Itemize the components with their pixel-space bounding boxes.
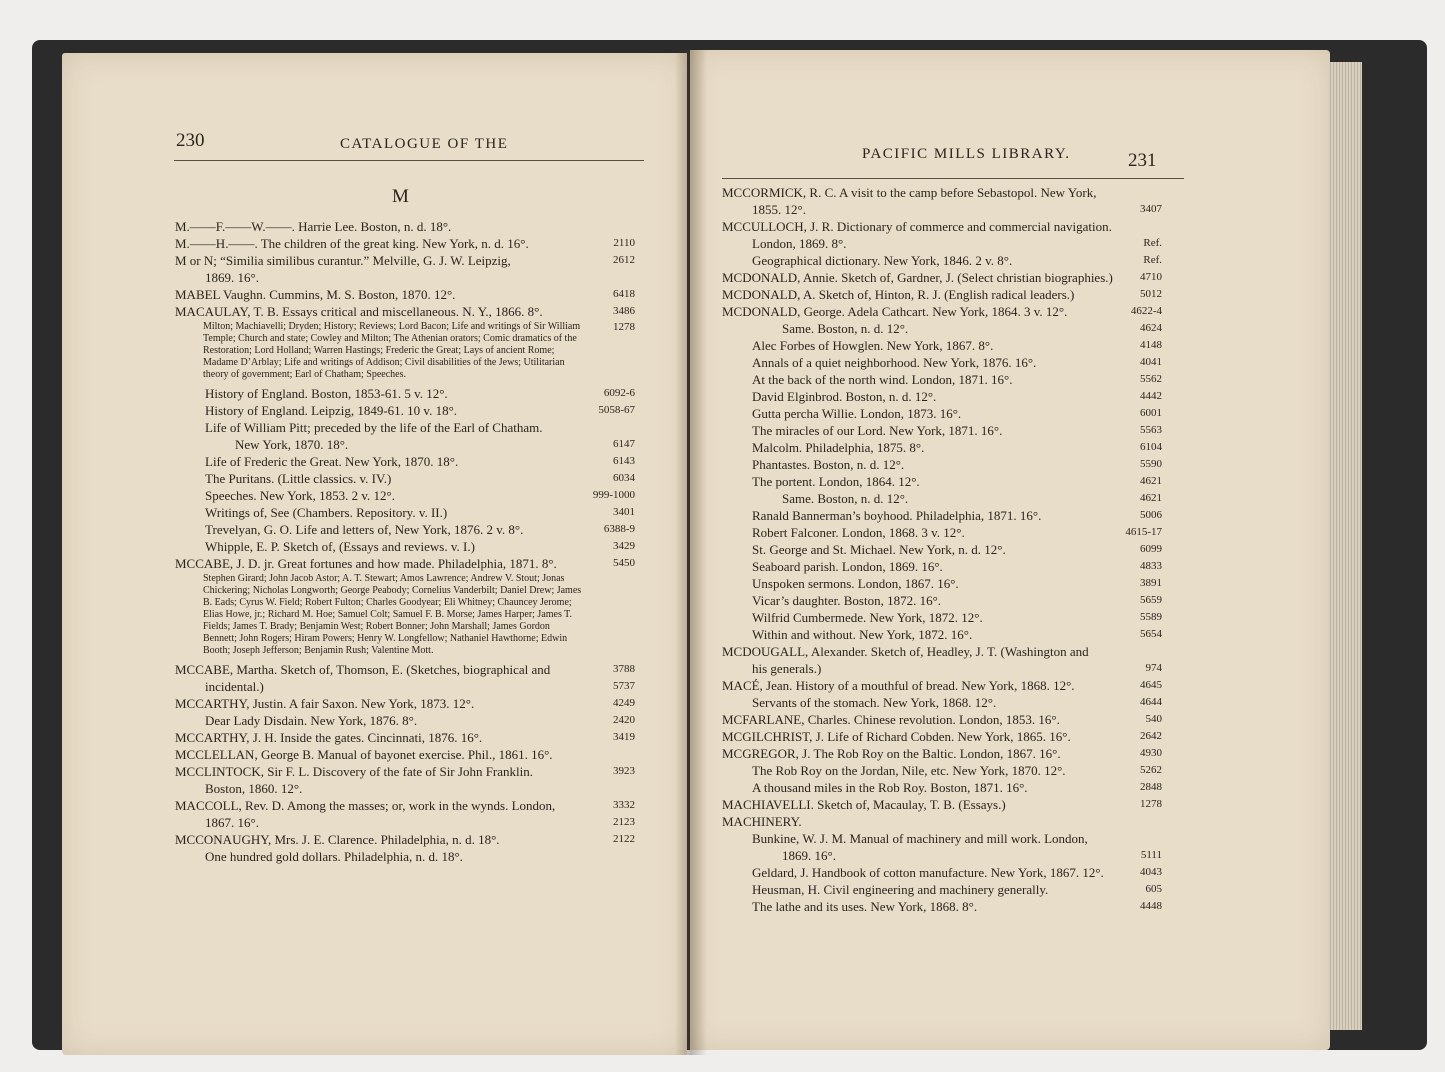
entry-call-number: 5006 (1140, 509, 1162, 521)
catalogue-entry (175, 487, 635, 504)
catalogue-entry (175, 252, 635, 269)
entry-call-number: 5012 (1140, 288, 1162, 300)
entry-call-number: 6418 (613, 288, 635, 300)
catalogue-entry (722, 286, 1162, 303)
entry-call-number: 4041 (1140, 356, 1162, 368)
entry-text: MCCARTHY, Justin. A fair Saxon. New York, 1873. 12°. (175, 696, 475, 711)
entry-text: Gutta percha Willie. London, 1873. 16°. (752, 406, 962, 421)
entry-text: Dear Lady Disdain. New York, 1876. 8°. (205, 713, 418, 728)
entry-call-number: 3332 (613, 799, 635, 811)
entry-text: 1867. 16°. (205, 815, 259, 830)
entry-call-number: 3429 (613, 540, 635, 552)
catalogue-entry (175, 555, 635, 572)
entry-text: The Puritans. (Little classics. v. IV.) (205, 471, 392, 486)
catalogue-entry (175, 746, 635, 763)
entry-text: Life of Frederic the Great. New York, 1870. 18°. (205, 454, 459, 469)
entry-call-number: 2642 (1140, 730, 1162, 742)
entry-text: MACAULAY, T. B. Essays critical and miscellaneous. N. Y., 1866. 8°. (175, 304, 543, 319)
catalogue-entry (175, 780, 635, 797)
catalogue-entry (722, 881, 1162, 898)
entry-text: MCDONALD, George. Adela Cathcart. New York, 1864. 3 v. 12°. (722, 304, 1068, 319)
entry-text: The miracles of our Lord. New York, 1871. 16°. (752, 423, 1003, 438)
entry-text: Speeches. New York, 1853. 2 v. 12°. (205, 488, 395, 503)
catalogue-entry (722, 898, 1162, 915)
entry-call-number: 3923 (613, 765, 635, 777)
entry-text: London, 1869. 8°. (752, 236, 847, 251)
catalogue-entry (175, 419, 635, 436)
catalogue-entry (722, 847, 1162, 864)
entry-text: MCCLELLAN, George B. Manual of bayonet exercise. Phil., 1861. 16°. (175, 747, 553, 762)
entry-text: MCCLINTOCK, Sir F. L. Discovery of the fate of Sir John Franklin. (175, 764, 533, 779)
entry-call-number: 5262 (1140, 764, 1162, 776)
right-entry-list (722, 184, 1162, 915)
entry-call-number: 5589 (1140, 611, 1162, 623)
entry-call-number: 1278 (613, 321, 635, 333)
entry-call-number: 4833 (1140, 560, 1162, 572)
entry-text: MCCABE, J. D. jr. Great fortunes and how made. Philadelphia, 1871. 8°. (175, 556, 557, 571)
right-page-number: 231 (1128, 150, 1157, 171)
catalogue-entry (175, 436, 635, 453)
catalogue-entry (722, 354, 1162, 371)
page-edges (1328, 62, 1362, 1030)
catalogue-entry (722, 830, 1162, 847)
entry-call-number: 4148 (1140, 339, 1162, 351)
entry-text: Phantastes. Boston, n. d. 12°. (752, 457, 905, 472)
entry-text: Same. Boston, n. d. 12°. (782, 321, 909, 336)
entry-text: Servants of the stomach. New York, 1868. 12°. (752, 695, 997, 710)
catalogue-entry (175, 538, 635, 555)
entry-text: Alec Forbes of Howglen. New York, 1867. 8°. (752, 338, 994, 353)
catalogue-entry (722, 864, 1162, 881)
catalogue-entry (722, 558, 1162, 575)
catalogue-entry (175, 402, 635, 419)
entry-text: Geographical dictionary. New York, 1846. 2 v. 8°. (752, 253, 1013, 268)
catalogue-entry (722, 541, 1162, 558)
entry-call-number: 999-1000 (592, 489, 635, 501)
entry-call-number: Ref. (1143, 254, 1162, 266)
section-letter: M (392, 186, 409, 207)
catalogue-entry (722, 507, 1162, 524)
catalogue-entry (722, 609, 1162, 626)
entry-call-number: 5111 (1140, 849, 1162, 861)
catalogue-entry (175, 521, 635, 538)
entry-call-number: 4622-4 (1130, 305, 1162, 317)
entry-text: MCCONAUGHY, Mrs. J. E. Clarence. Philadelphia, n. d. 18°. (175, 832, 500, 847)
entry-call-number: 5450 (613, 557, 635, 569)
entry-call-number: 6388-9 (603, 523, 635, 535)
entry-call-number: Ref. (1143, 237, 1162, 249)
entry-call-number: 4448 (1140, 900, 1162, 912)
catalogue-entry (175, 504, 635, 521)
entry-text: 1869. 16°. (205, 270, 259, 285)
entry-call-number: 3401 (613, 506, 635, 518)
catalogue-entry (175, 321, 635, 381)
catalogue-entry (175, 814, 635, 831)
catalogue-entry (175, 712, 635, 729)
entry-text: Bunkine, W. J. M. Manual of machinery and mill work. London, (752, 831, 1088, 846)
catalogue-entry (722, 694, 1162, 711)
entry-call-number: 2123 (613, 816, 635, 828)
entry-call-number: 5058-67 (598, 404, 635, 416)
entry-call-number: 4249 (613, 697, 635, 709)
entry-text: The lathe and its uses. New York, 1868. 8°. (752, 899, 978, 914)
catalogue-entry (722, 592, 1162, 609)
entry-text: MCDONALD, A. Sketch of, Hinton, R. J. (English radical leaders.) (722, 287, 1075, 302)
catalogue-entry (722, 779, 1162, 796)
entry-text: MCDONALD, Annie. Sketch of, Gardner, J. (Select christian biographies.) (722, 270, 1113, 285)
entry-text: Malcolm. Philadelphia, 1875. 8°. (752, 440, 925, 455)
right-running-head: PACIFIC MILLS LIBRARY. (862, 146, 1071, 162)
entry-text: Ranald Bannerman’s boyhood. Philadelphia, 1871. 16°. (752, 508, 1042, 523)
entry-text: Same. Boston, n. d. 12°. (782, 491, 909, 506)
entry-call-number: 3486 (613, 305, 635, 317)
entry-text: MABEL Vaughn. Cummins, M. S. Boston, 1870. 12°. (175, 287, 456, 302)
catalogue-entry (722, 235, 1162, 252)
entry-text: A thousand miles in the Rob Roy. Boston, 1871. 16°. (752, 780, 1028, 795)
entry-call-number: 5737 (613, 680, 635, 692)
catalogue-entry (175, 453, 635, 470)
entry-text: MCCABE, Martha. Sketch of, Thomson, E. (Sketches, biographical and (175, 662, 551, 677)
entry-text: MACCOLL, Rev. D. Among the masses; or, work in the wynds. London, (175, 798, 556, 813)
entry-text: MACHIAVELLI. Sketch of, Macaulay, T. B. (Essays.) (722, 797, 1006, 812)
entry-call-number: 6092-6 (603, 387, 635, 399)
entry-call-number: 4442 (1140, 390, 1162, 402)
catalogue-entry (722, 456, 1162, 473)
catalogue-entry (722, 575, 1162, 592)
catalogue-entry (722, 218, 1162, 235)
entry-call-number: 6034 (613, 472, 635, 484)
catalogue-entry (722, 490, 1162, 507)
entry-text: History of England. Leipzig, 1849-61. 10 v. 18°. (205, 403, 458, 418)
entry-text: Vicar’s daughter. Boston, 1872. 16°. (752, 593, 942, 608)
catalogue-entry (722, 371, 1162, 388)
catalogue-entry (722, 626, 1162, 643)
entry-call-number: 5590 (1140, 458, 1162, 470)
catalogue-entry (722, 796, 1162, 813)
left-page-number: 230 (176, 130, 205, 151)
entry-call-number: 4621 (1140, 475, 1162, 487)
catalogue-entry (175, 729, 635, 746)
catalogue-entry (175, 303, 635, 320)
entry-call-number: 4930 (1140, 747, 1162, 759)
catalogue-entry (722, 184, 1162, 201)
entry-text: MCCULLOCH, J. R. Dictionary of commerce and commercial navigation. (722, 219, 1112, 234)
entry-text: Annals of a quiet neighborhood. New York, 1876. 16°. (752, 355, 1037, 370)
entry-text: MCFARLANE, Charles. Chinese revolution. London, 1853. 16°. (722, 712, 1060, 727)
entry-text: his generals.) (752, 661, 822, 676)
entry-text: Trevelyan, G. O. Life and letters of, New York, 1876. 2 v. 8°. (205, 522, 524, 537)
entry-call-number: 4615-17 (1125, 526, 1162, 538)
entry-text: MCDOUGALL, Alexander. Sketch of, Headley, J. T. (Washington and (722, 644, 1089, 659)
catalogue-entry (722, 813, 1162, 830)
entry-call-number: 3419 (613, 731, 635, 743)
catalogue-entry (175, 678, 635, 695)
entry-text: MCCARTHY, J. H. Inside the gates. Cincinnati, 1876. 16°. (175, 730, 483, 745)
entry-call-number: 5654 (1140, 628, 1162, 640)
entry-text: MACHINERY. (722, 814, 802, 829)
entry-text: 1855. 12°. (752, 202, 806, 217)
entry-call-number: 4043 (1140, 866, 1162, 878)
catalogue-entry (722, 320, 1162, 337)
catalogue-entry (722, 388, 1162, 405)
catalogue-entry (175, 269, 635, 286)
catalogue-entry (722, 745, 1162, 762)
entry-text: Within and without. New York, 1872. 16°. (752, 627, 973, 642)
entry-call-number: 5563 (1140, 424, 1162, 436)
entry-text: M.——H.——. The children of the great king. New York, n. d. 16°. (175, 236, 529, 251)
entry-call-number: 6001 (1140, 407, 1162, 419)
entry-call-number: 5659 (1140, 594, 1162, 606)
entry-text: Stephen Girard; John Jacob Astor; A. T. Stewart; Amos Lawrence; Andrew V. Stout; Jonas Chickering; Nicholas Longworth; George Peabody; Cornelius Vanderbilt; Daniel Drew; James B. Eads; Cyrus W. Field; Robert Fulton; Charles Goodyear; Eli Whitney; Chauncey Jerome; Elias Howe, jr.; Richard M. Hoe; Samuel Colt; Samuel F. B. Morse; James Harper; James T. Fields; James T. Brady; Benjamin West; Robert Bonner; John Marshall; James Gordon Bennett; John Rogers; Hiram Powers; Henry W. Longfellow; Nathaniel Hawthorne; Edwin Booth; Joseph Jefferson; Benjamin Rush; Valentine Mott. (203, 573, 582, 656)
entry-call-number: 605 (1145, 883, 1162, 895)
catalogue-entry (175, 763, 635, 780)
entry-text: MCCORMICK, R. C. A visit to the camp before Sebastopol. New York, (722, 185, 1097, 200)
entry-call-number: 974 (1145, 662, 1162, 674)
entry-text: M or N; “Similia similibus curantur.” Melville, G. J. W. Leipzig, (175, 253, 511, 268)
entry-call-number: 2612 (613, 254, 635, 266)
entry-text: At the back of the north wind. London, 1871. 16°. (752, 372, 1013, 387)
entry-call-number: 6104 (1140, 441, 1162, 453)
entry-text: Geldard, J. Handbook of cotton manufacture. New York, 1867. 12°. (752, 865, 1104, 880)
entry-text: New York, 1870. 18°. (235, 437, 349, 452)
entry-text: Milton; Machiavelli; Dryden; History; Reviews; Lord Bacon; Life and writings of Sir William Temple; Church and state; Cowley and Milton; The Athenian orators; Comic dramatics of the Restoration; Lord Holland; Warren Hastings; Frederic the Great; Lays of ancient Rome; Madame D’Arblay; Life and writings of Addison; Civil disabilities of the Jews; Utilitarian theory of government; Earl of Chatham; Speeches. (203, 321, 581, 380)
entry-call-number: 1278 (1140, 798, 1162, 810)
entry-call-number: 4645 (1140, 679, 1162, 691)
entry-text: St. George and St. Michael. New York, n. d. 12°. (752, 542, 1006, 557)
left-header-rule (174, 160, 644, 161)
entry-text: MCGREGOR, J. The Rob Roy on the Baltic. London, 1867. 16°. (722, 746, 1061, 761)
catalogue-entry (722, 422, 1162, 439)
catalogue-entry (175, 661, 635, 678)
entry-call-number: 2848 (1140, 781, 1162, 793)
catalogue-entry (722, 337, 1162, 354)
entry-text: David Elginbrod. Boston, n. d. 12°. (752, 389, 937, 404)
entry-call-number: 4624 (1140, 322, 1162, 334)
catalogue-entry (722, 660, 1162, 677)
entry-call-number: 6099 (1140, 543, 1162, 555)
catalogue-entry (722, 711, 1162, 728)
catalogue-entry (722, 728, 1162, 745)
entry-text: History of England. Boston, 1853-61. 5 v. 12°. (205, 386, 448, 401)
entry-call-number: 6143 (613, 455, 635, 467)
catalogue-entry (175, 385, 635, 402)
entry-text: Wilfrid Cumbermede. New York, 1872. 12°. (752, 610, 983, 625)
catalogue-entry (722, 524, 1162, 541)
catalogue-entry (175, 831, 635, 848)
entry-text: Whipple, E. P. Sketch of, (Essays and reviews. v. I.) (205, 539, 475, 554)
catalogue-entry (722, 303, 1162, 320)
entry-text: Life of William Pitt; preceded by the life of the Earl of Chatham. (205, 420, 543, 435)
entry-call-number: 4644 (1140, 696, 1162, 708)
catalogue-entry (722, 439, 1162, 456)
entry-text: The portent. London, 1864. 12°. (752, 474, 920, 489)
entry-text: Boston, 1860. 12°. (205, 781, 303, 796)
entry-text: 1869. 16°. (782, 848, 836, 863)
left-running-head: CATALOGUE OF THE (340, 136, 509, 152)
right-header-rule (722, 178, 1184, 179)
entry-call-number: 3788 (613, 663, 635, 675)
entry-text: Writings of, See (Chambers. Repository. v. II.) (205, 505, 448, 520)
entry-text: Heusman, H. Civil engineering and machinery generally. (752, 882, 1049, 897)
catalogue-entry (722, 473, 1162, 490)
entry-text: The Rob Roy on the Jordan, Nile, etc. New York, 1870. 12°. (752, 763, 1066, 778)
catalogue-entry (175, 573, 635, 657)
book-gutter (675, 50, 707, 1055)
entry-call-number: 2420 (613, 714, 635, 726)
entry-call-number: 540 (1145, 713, 1162, 725)
entry-text: MCGILCHRIST, J. Life of Richard Cobden. New York, 1865. 16°. (722, 729, 1071, 744)
catalogue-entry (175, 797, 635, 814)
catalogue-entry (175, 695, 635, 712)
entry-text: Seaboard parish. London, 1869. 16°. (752, 559, 943, 574)
entry-text: One hundred gold dollars. Philadelphia, n. d. 18°. (205, 849, 463, 864)
entry-call-number: 2122 (613, 833, 635, 845)
catalogue-entry (175, 218, 635, 235)
catalogue-entry (722, 643, 1162, 660)
entry-text: Unspoken sermons. London, 1867. 16°. (752, 576, 959, 591)
entry-call-number: 4710 (1140, 271, 1162, 283)
catalogue-entry (722, 677, 1162, 694)
catalogue-entry (722, 762, 1162, 779)
catalogue-entry (175, 286, 635, 303)
catalogue-entry (175, 470, 635, 487)
entry-call-number: 5562 (1140, 373, 1162, 385)
entry-text: MACÉ, Jean. History of a mouthful of bread. New York, 1868. 12°. (722, 678, 1075, 693)
entry-call-number: 4621 (1140, 492, 1162, 504)
catalogue-entry (175, 848, 635, 865)
entry-call-number: 6147 (613, 438, 635, 450)
entry-text: M.——F.——W.——. Harrie Lee. Boston, n. d. 18°. (175, 219, 452, 234)
catalogue-entry (722, 201, 1162, 218)
catalogue-entry (175, 235, 635, 252)
catalogue-entry (722, 269, 1162, 286)
entry-call-number: 3891 (1140, 577, 1162, 589)
catalogue-entry (722, 405, 1162, 422)
entry-call-number: 3407 (1140, 203, 1162, 215)
left-entry-list (175, 218, 635, 865)
entry-text: Robert Falconer. London, 1868. 3 v. 12°. (752, 525, 965, 540)
entry-text: incidental.) (205, 679, 264, 694)
entry-call-number: 2110 (613, 237, 635, 249)
catalogue-entry (722, 252, 1162, 269)
